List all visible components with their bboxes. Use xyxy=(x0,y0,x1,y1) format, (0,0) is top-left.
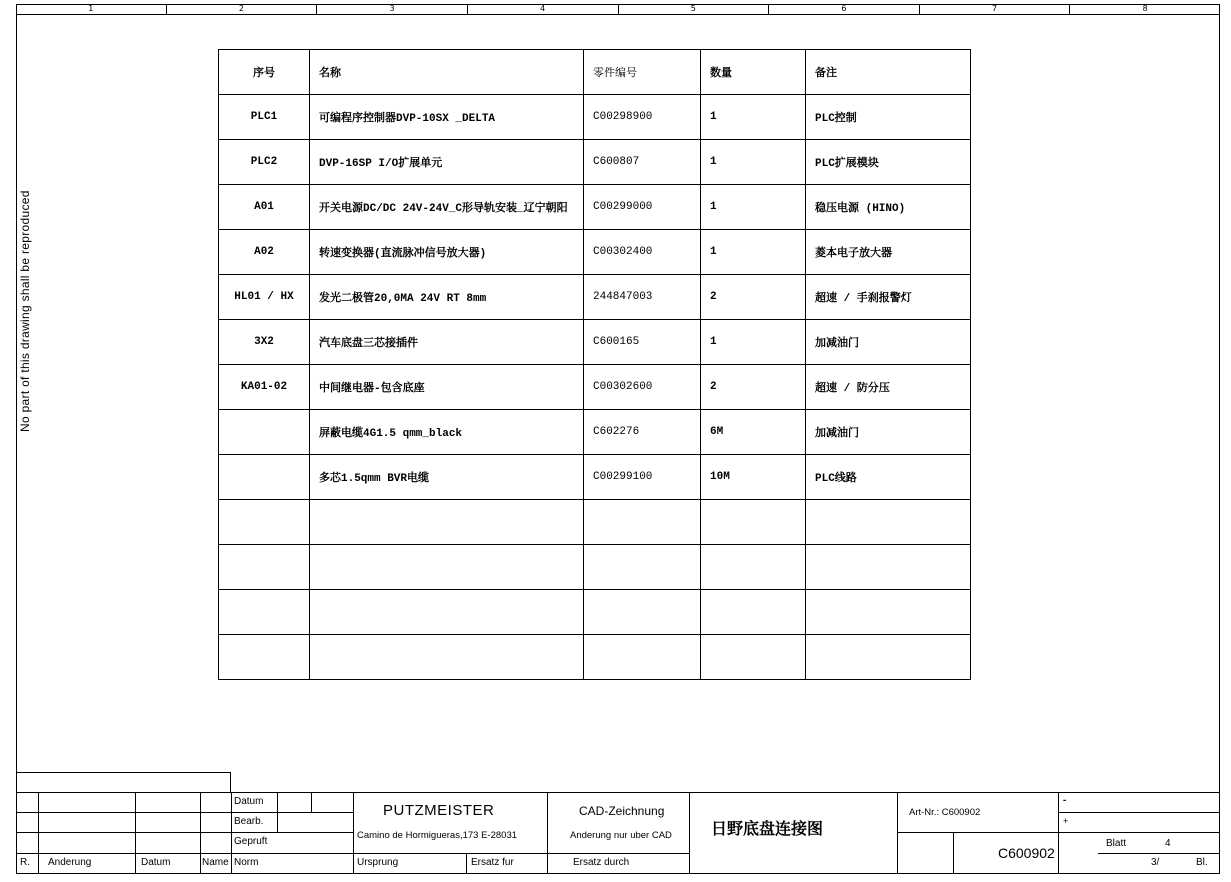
ruler-label: 3 xyxy=(389,4,395,13)
cell-quantity: 1 xyxy=(701,320,806,365)
cell-name xyxy=(310,590,584,635)
cell-name: 屏蔽电缆4G1.5 qmm_black xyxy=(310,410,584,455)
cell-quantity: 2 xyxy=(701,275,806,320)
blatt-label: Blatt xyxy=(1106,838,1127,849)
cell-index: A01 xyxy=(219,185,310,230)
cell-part-number xyxy=(584,635,701,680)
cell-index xyxy=(219,500,310,545)
cell-index xyxy=(219,455,310,500)
ruler-label: 2 xyxy=(238,4,244,13)
cell-remarks xyxy=(806,635,971,680)
ruler-label: 4 xyxy=(540,4,546,13)
header-remarks: 备注 xyxy=(806,50,971,95)
ruler-cell xyxy=(167,4,318,14)
cell-name: 中间继电器-包含底座 xyxy=(310,365,584,410)
header-part-number: 零件编号 xyxy=(584,50,701,95)
cell-name: 可编程序控制器DVP-10SX _DELTA xyxy=(310,95,584,140)
table-row xyxy=(219,410,971,455)
table-row xyxy=(219,320,971,365)
cell-part-number: C00298900 xyxy=(584,95,701,140)
cell-part-number: 244847003 xyxy=(584,275,701,320)
sheet-total-label: Bl. xyxy=(1196,857,1208,868)
header-quantity: 数量 xyxy=(701,50,806,95)
datum-label: Datum xyxy=(234,796,264,807)
ersatz-durch-label: Ersatz durch xyxy=(573,857,630,868)
sheet-number: 4 xyxy=(1165,838,1171,849)
ruler-label: 6 xyxy=(841,4,847,13)
cell-part-number: C600807 xyxy=(584,140,701,185)
cell-part-number: C00302600 xyxy=(584,365,701,410)
cell-index xyxy=(219,545,310,590)
cell-name: 发光二极管20,0MA 24V RT 8mm xyxy=(310,275,584,320)
cell-part-number: C00299100 xyxy=(584,455,701,500)
cell-part-number xyxy=(584,590,701,635)
ruler-cell xyxy=(1070,4,1220,14)
cell-quantity: 2 xyxy=(701,365,806,410)
cell-name xyxy=(310,635,584,680)
cell-index: A02 xyxy=(219,230,310,275)
header-index: 序号 xyxy=(219,50,310,95)
header-name: 名称 xyxy=(310,50,584,95)
cell-quantity: 1 xyxy=(701,185,806,230)
column-ruler xyxy=(16,4,1220,15)
cell-remarks: PLC线路 xyxy=(806,455,971,500)
copyright-note: No part of this drawing shall be reproduced xyxy=(18,190,32,432)
cell-remarks: 超速 / 防分压 xyxy=(806,365,971,410)
cell-index: PLC1 xyxy=(219,95,310,140)
datum-col-label: Datum xyxy=(141,857,171,868)
drawing-title: 日野底盘连接图 xyxy=(711,821,824,838)
name-label: Name xyxy=(202,857,229,868)
table-row xyxy=(219,500,971,545)
cell-part-number: C600165 xyxy=(584,320,701,365)
cell-name xyxy=(310,500,584,545)
cell-quantity: 10M xyxy=(701,455,806,500)
plus-sign: + xyxy=(1063,816,1069,826)
norm-label: Norm xyxy=(234,857,259,868)
cell-index: KA01-02 xyxy=(219,365,310,410)
cell-remarks: PLC控制 xyxy=(806,95,971,140)
ruler-label: 8 xyxy=(1142,4,1148,13)
cell-index xyxy=(219,635,310,680)
ruler-label: 7 xyxy=(992,4,998,13)
cell-quantity: 6M xyxy=(701,410,806,455)
cell-name: 开关电源DC/DC 24V-24V_C形导轨安装_辽宁朝阳 xyxy=(310,185,584,230)
cell-remarks xyxy=(806,545,971,590)
bearb-label: Bearb. xyxy=(234,816,264,827)
article-number: Art-Nr.: C600902 xyxy=(909,807,981,818)
ruler-cell xyxy=(619,4,770,14)
cell-part-number xyxy=(584,545,701,590)
ruler-cell xyxy=(920,4,1071,14)
cell-name: 转速变换器(直流脉冲信号放大器) xyxy=(310,230,584,275)
cell-remarks: 加减油门 xyxy=(806,320,971,365)
cell-index xyxy=(219,410,310,455)
cell-name: DVP-16SP I/O扩展单元 xyxy=(310,140,584,185)
ruler-label: 5 xyxy=(690,4,696,13)
table-row xyxy=(219,365,971,410)
table-row xyxy=(219,185,971,230)
cell-part-number xyxy=(584,500,701,545)
cell-quantity xyxy=(701,590,806,635)
cell-remarks: 加减油门 xyxy=(806,410,971,455)
ursprung-label: Ursprung xyxy=(357,857,399,868)
cell-remarks: 稳压电源 (HINO) xyxy=(806,185,971,230)
cell-name: 多芯1.5qmm BVR电缆 xyxy=(310,455,584,500)
table-row xyxy=(219,95,971,140)
table-row xyxy=(219,275,971,320)
sheet-total: 3/ xyxy=(1151,857,1160,868)
table-row xyxy=(219,590,971,635)
table-row xyxy=(219,230,971,275)
minus-sign: - xyxy=(1063,795,1067,806)
drawing-number: C600902 xyxy=(998,845,1055,861)
cell-quantity: 1 xyxy=(701,95,806,140)
table-header-row xyxy=(219,50,971,95)
bill-of-materials-table xyxy=(218,49,971,680)
ruler-cell xyxy=(16,4,167,14)
table-row xyxy=(219,455,971,500)
cell-remarks xyxy=(806,590,971,635)
cell-quantity: 1 xyxy=(701,230,806,275)
cell-remarks xyxy=(806,500,971,545)
cell-part-number: C602276 xyxy=(584,410,701,455)
ersatz-fur-label: Ersatz fur xyxy=(471,857,514,868)
cell-quantity xyxy=(701,545,806,590)
cad-note: Anderung nur uber CAD xyxy=(570,830,672,841)
ruler-cell xyxy=(317,4,468,14)
ruler-cell xyxy=(468,4,619,14)
cell-quantity: 1 xyxy=(701,140,806,185)
cell-index: PLC2 xyxy=(219,140,310,185)
revision-label: R. xyxy=(20,857,30,868)
table-row xyxy=(219,140,971,185)
ruler-label: 1 xyxy=(88,4,94,13)
gepruft-label: Gepruft xyxy=(234,836,268,847)
cell-remarks: PLC扩展模块 xyxy=(806,140,971,185)
ruler-cell xyxy=(769,4,920,14)
cell-part-number: C00302400 xyxy=(584,230,701,275)
cell-remarks: 超速 / 手刹报警灯 xyxy=(806,275,971,320)
cell-part-number: C00299000 xyxy=(584,185,701,230)
cad-label: CAD-Zeichnung xyxy=(579,804,665,818)
cell-index: 3X2 xyxy=(219,320,310,365)
table-row xyxy=(219,635,971,680)
cell-name xyxy=(310,545,584,590)
cell-name: 汽车底盘三芯接插件 xyxy=(310,320,584,365)
cell-index xyxy=(219,590,310,635)
cell-quantity xyxy=(701,500,806,545)
table-row xyxy=(219,545,971,590)
cell-index: HL01 / HX xyxy=(219,275,310,320)
anderung-label: Anderung xyxy=(48,857,92,868)
cell-remarks: 菱本电子放大器 xyxy=(806,230,971,275)
cell-quantity xyxy=(701,635,806,680)
company-address: Camino de Hormigueras,173 E-28031 xyxy=(357,830,518,841)
company-name: PUTZMEISTER xyxy=(383,802,495,819)
